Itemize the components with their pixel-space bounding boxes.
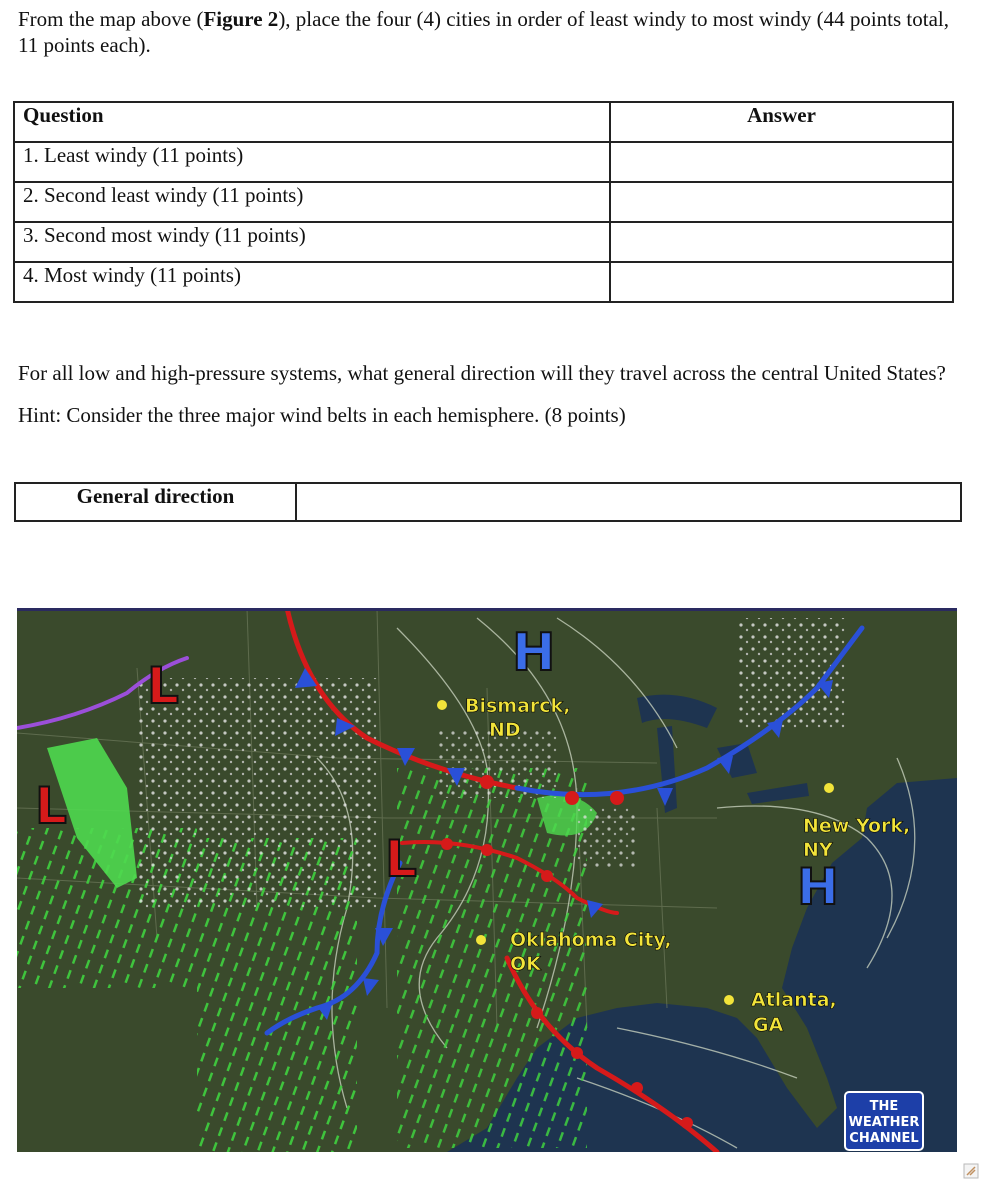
question-cell: 4. Most windy (11 points) — [14, 262, 610, 302]
table-row — [14, 182, 953, 222]
weather-channel-logo — [845, 1092, 923, 1150]
question-cell: 1. Least windy (11 points) — [14, 142, 610, 182]
logo-line-3: CHANNEL — [849, 1131, 919, 1146]
low-pressure-northwest: L — [147, 657, 179, 715]
city-state-atlanta: GA — [753, 1014, 784, 1036]
logo-line-2: WEATHER — [848, 1115, 920, 1130]
high-pressure-north: H — [512, 623, 556, 683]
table-row — [14, 142, 953, 182]
weather-map — [17, 608, 957, 1152]
direction-answer-cell[interactable] — [296, 483, 961, 521]
direction-table — [14, 482, 962, 522]
low-pressure-central: L — [385, 830, 417, 888]
intro-text-pre: From the map above ( — [18, 7, 204, 31]
low-pressure-west: L — [35, 777, 67, 835]
high-pressure-east: H — [797, 858, 839, 916]
city-state-new-york: NY — [803, 839, 833, 861]
resize-corner-icon — [958, 1160, 982, 1180]
city-label-new-york: New York, — [803, 815, 911, 837]
city-dot-new-york — [824, 783, 834, 793]
header-question: Question — [14, 102, 610, 142]
city-dot-bismarck — [437, 700, 447, 710]
city-state-oklahoma-city: OK — [510, 953, 541, 975]
weather-map-svg — [17, 608, 957, 1152]
answer-cell[interactable] — [610, 262, 953, 302]
city-label-atlanta: Atlanta, — [751, 989, 837, 1011]
city-dot-atlanta — [724, 995, 734, 1005]
map-top-border — [17, 608, 957, 611]
table-row — [14, 222, 953, 262]
intro-text-post: ), place the four (4) cities in order of least windy to most windy (44 points total, 11 points each). — [18, 7, 949, 57]
intro-paragraph — [18, 6, 958, 58]
city-state-bismarck: ND — [489, 719, 521, 741]
city-label-oklahoma-city: Oklahoma City, — [510, 929, 672, 951]
figure-reference: Figure 2 — [203, 7, 279, 31]
ranking-table — [13, 101, 954, 303]
table-row — [14, 262, 953, 302]
city-dot-oklahoma-city — [476, 935, 486, 945]
answer-cell[interactable] — [610, 142, 953, 182]
table-row — [15, 483, 961, 521]
table-header-row — [14, 102, 953, 142]
direction-label: General direction — [15, 483, 296, 521]
question-cell: 2. Second least windy (11 points) — [14, 182, 610, 222]
logo-line-1: THE — [869, 1099, 899, 1114]
header-answer: Answer — [610, 102, 953, 142]
answer-cell[interactable] — [610, 182, 953, 222]
question-cell: 3. Second most windy (11 points) — [14, 222, 610, 262]
direction-question: For all low and high-pressure systems, what general direction will they travel across the central United States? Hint: Consider the three major wind belts in each hemisphere. (8 points) — [18, 361, 946, 427]
answer-cell[interactable] — [610, 222, 953, 262]
city-label-bismarck: Bismarck, — [465, 695, 571, 717]
